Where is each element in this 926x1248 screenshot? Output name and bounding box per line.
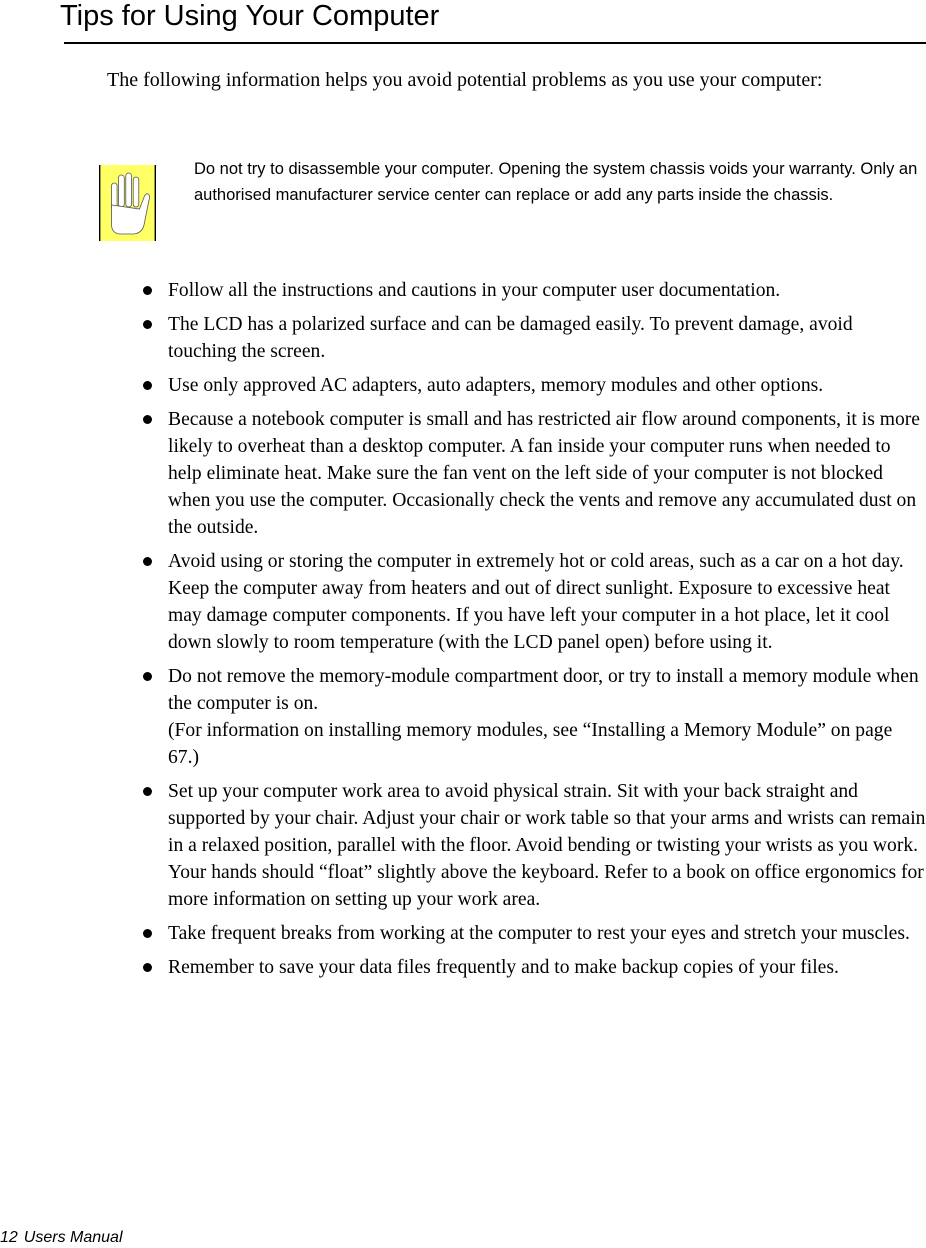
list-item (168, 277, 926, 304)
tip-text: The LCD has a polarized surface and can be damaged easily. To prevent damage, avoid touching the screen. (168, 314, 853, 362)
tip-note: (For information on installing memory modules, see “Installing a Memory Module” on page 67.) (168, 720, 893, 768)
hand-stop-icon (99, 165, 156, 241)
intro-paragraph: The following information helps you avoid potential problems as you use your computer: (107, 69, 823, 91)
list-item (168, 548, 926, 656)
page-title: Tips for Using Your Computer (60, 0, 440, 32)
tips-list (168, 277, 926, 988)
tip-text: Avoid using or storing the computer in extremely hot or cold areas, such as a car on a hot day. Keep the computer away from heaters and out of direct sunlight. Exposure to excessive heat may damage computer components. If you have left your computer in a hot place, let it cool down slowly to room temperature (with the LCD panel open) before using it. (168, 551, 904, 653)
list-item (168, 954, 926, 981)
list-item (168, 311, 926, 365)
list-item (168, 920, 926, 947)
list-item (168, 406, 926, 541)
list-item (168, 663, 926, 771)
tip-text: Follow all the instructions and cautions in your computer user documentation. (168, 280, 781, 301)
list-item (168, 372, 926, 399)
title-divider (64, 42, 926, 44)
tip-text: Because a notebook computer is small and has restricted air flow around components, it is more likely to overheat than a desktop computer. A fan inside your computer runs when needed to help eliminate heat. Make sure the fan vent on the left side of your computer is not blocked when you use the computer. Occasionally check the vents and remove any accumulated dust on the outside. (168, 409, 920, 538)
tip-text: Remember to save your data files frequently and to make backup copies of your files. (168, 957, 839, 978)
page-number: 12 (0, 1229, 18, 1246)
tip-text: Set up your computer work area to avoid physical strain. Sit with your back straight and supported by your chair. Adjust your chair or work table so that your arms and wrists can remain in a relaxed position, parallel with the floor. Avoid bending or twisting your wrists as you work. Your hands should “float” slightly above the keyboard. Refer to a book on office ergonomics for more information on setting up your work area. (168, 781, 926, 910)
tip-text: Take frequent breaks from working at the computer to rest your eyes and stretch your muscles. (168, 923, 910, 944)
tip-text: Use only approved AC adapters, auto adapters, memory modules and other options. (168, 375, 824, 396)
list-item (168, 778, 926, 913)
warning-text: Do not try to disassemble your computer. Opening the system chassis voids your warranty. Only an authorised manufacturer service center can replace or add any parts inside the chassis. (194, 160, 918, 204)
manual-name: Users Manual (23, 1229, 123, 1246)
tip-text: Do not remove the memory-module compartment door, or try to install a memory module when the computer is on. (168, 666, 919, 714)
page-footer (0, 1228, 123, 1248)
